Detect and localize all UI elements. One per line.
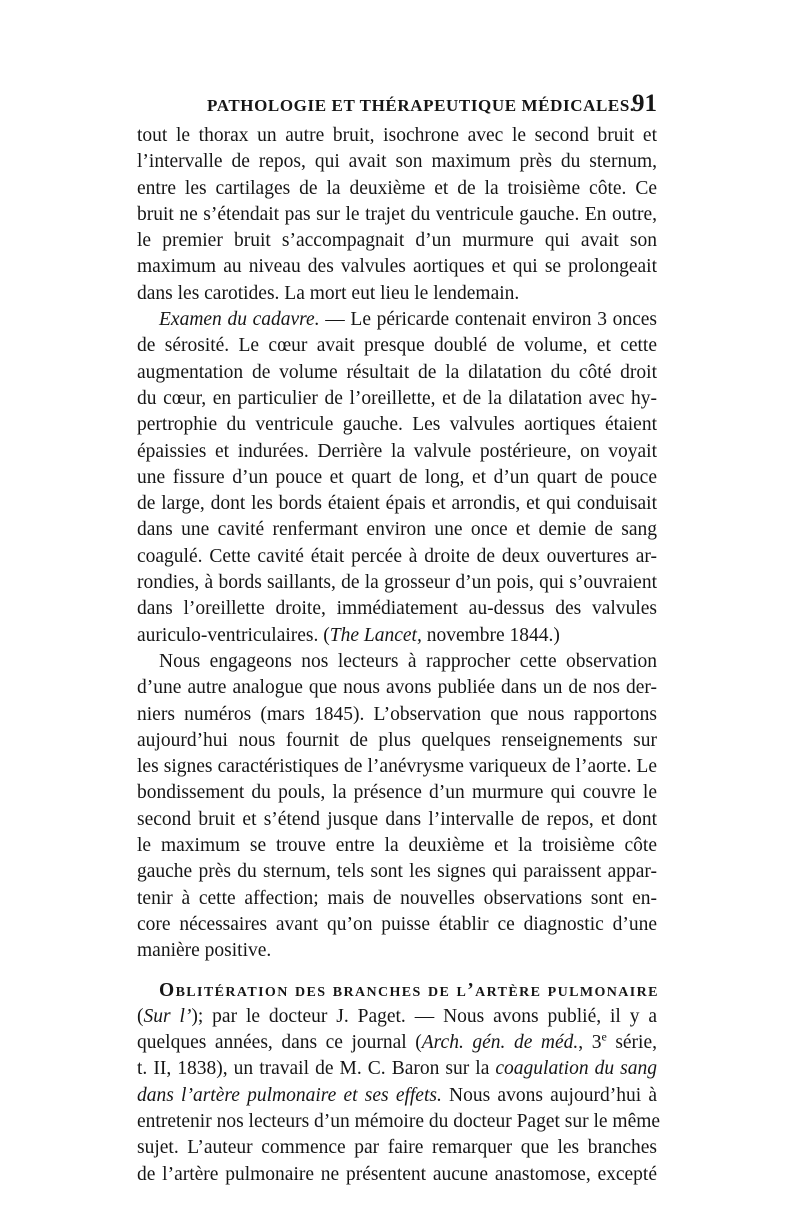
citation-title: coagulation du sang xyxy=(495,1058,657,1080)
text-run: quelques années, dans ce journal ( xyxy=(137,1032,422,1054)
text-line: tenir à cette affection; mais de nouvelles observations sont en- xyxy=(137,887,657,909)
text-line: le premier bruit s’accompagnait d’un murmure qui avait son xyxy=(137,230,657,252)
text-line: coagulé. Cette cavité était percée à droite de deux ouvertures ar- xyxy=(137,545,657,567)
text-run: ); par le docteur J. Paget. — Nous avons publié, il y a xyxy=(191,1005,657,1027)
text-run: série, xyxy=(606,1032,657,1054)
text-line: du cœur, en particulier de l’oreillette, et de la dilatation avec hy- xyxy=(137,387,657,409)
text-line: manière positive. xyxy=(137,940,272,962)
section-lead: Examen du cadavre. xyxy=(159,309,320,331)
text-line: bondissement du pouls, la présence d’un murmure qui couvre le xyxy=(137,782,657,804)
text-line: Nous engageons nos lecteurs à rapprocher cette observation xyxy=(159,650,657,672)
text-run-italic: Sur l’ xyxy=(143,1005,192,1027)
text-line: d’une autre analogue que nous avons publiée dans un de nos der- xyxy=(137,677,657,699)
text-line: de sérosité. Le cœur avait presque doublé de volume, et cette xyxy=(137,335,657,357)
text-line: de l’artère pulmonaire ne présentent aucune anastomose, excepté xyxy=(137,1163,657,1185)
text-line: dans les carotides. La mort eut lieu le lendemain. xyxy=(137,282,520,304)
text-line xyxy=(137,307,657,333)
text-line xyxy=(137,978,657,1004)
section-heading: Oblitération des branches de l’artère pulmonaire xyxy=(159,979,659,1001)
text-line xyxy=(137,1030,657,1056)
text-line: épaissies et indurées. Derrière la valvule postérieure, on voyait xyxy=(137,440,657,462)
text-line: rondies, à bords saillants, de la grosseur d’un pois, qui s’ouvraient xyxy=(137,572,657,594)
text-line: dans l’oreillette droite, immédiatement au-dessus des valvules xyxy=(137,598,657,620)
text-line xyxy=(137,623,657,649)
page-number: 91 xyxy=(632,90,657,117)
text-line: gauche près du sternum, tels sont les signes qui paraissent appar- xyxy=(137,861,657,883)
text-line: core nécessaires avant qu’on puisse établir ce diagnostic d’une xyxy=(137,913,657,935)
text-line: le maximum se trouve entre la deuxième et la troisième côte xyxy=(137,835,657,857)
text-line: pertrophie du ventricule gauche. Les valvules aortiques étaient xyxy=(137,414,657,436)
citation-title: Arch. gén. de méd. xyxy=(421,1032,579,1054)
text-line xyxy=(137,1056,657,1082)
text-line: niers numéros (mars 1845). L’observation que nous rapportons xyxy=(137,703,657,725)
text-run: ( xyxy=(137,1005,144,1027)
text-run: , 3 xyxy=(578,1032,602,1054)
text-line: entretenir nos lecteurs d’un mémoire du docteur Paget sur le même xyxy=(137,1110,661,1132)
text-line: une fissure d’un pouce et quart de long, et d’un quart de pouce xyxy=(137,466,657,488)
text-line: de large, dont les bords étaient épais et arrondis, et qui conduisait xyxy=(137,493,657,515)
text-line: second bruit et s’étend jusque dans l’intervalle de repos, et dont xyxy=(137,808,657,830)
paragraph-2 xyxy=(137,307,657,649)
text-run: Nous avons aujourd’hui à xyxy=(441,1084,657,1106)
text-line: l’intervalle de repos, qui avait son maximum près du sternum, xyxy=(137,151,657,173)
text-line xyxy=(137,1083,657,1109)
text-line: les signes caractéristiques de l’anévrysme variqueux de l’aorte. Le xyxy=(137,756,657,778)
citation-title: dans l’artère pulmonaire et ses effets. xyxy=(137,1084,442,1106)
paragraph-3 xyxy=(137,649,657,965)
citation-title: The Lancet, xyxy=(329,624,422,646)
text-line: dans une cavité renfermant environ une once et demie de sang xyxy=(137,519,657,541)
paragraph-4 xyxy=(137,978,661,1188)
text-line: maximum au niveau des valvules aortiques et qui se prolongeait xyxy=(137,256,657,278)
paragraph-1 xyxy=(137,123,657,307)
text-line xyxy=(137,1004,657,1030)
running-head: PATHOLOGIE ET THÉRAPEUTIQUE MÉDICALES. xyxy=(207,96,635,115)
section-gap xyxy=(137,965,657,978)
body-text xyxy=(137,123,661,1188)
text-run: auriculo-ventriculaires. ( xyxy=(137,624,330,646)
text-run: — Le péricarde contenait environ 3 onces xyxy=(319,309,657,331)
text-line: augmentation de volume résultait de la dilatation du côté droit xyxy=(137,361,657,383)
page-header xyxy=(137,92,657,122)
text-line: tout le thorax un autre bruit, isochrone avec le second bruit et xyxy=(137,125,657,146)
text-run: t. II, 1838), un travail de M. C. Baron sur la xyxy=(137,1058,496,1080)
text-line: aujourd’hui nous fournit de plus quelques renseignements sur xyxy=(137,729,657,751)
text-line: sujet. L’auteur commence par faire remarquer que les branches xyxy=(137,1137,657,1159)
superscript: e xyxy=(601,1029,607,1044)
text-run: novembre 1844.) xyxy=(421,624,560,646)
text-line: bruit ne s’étendait pas sur le trajet du ventricule gauche. En outre, xyxy=(137,203,657,225)
text-line: entre les cartilages de la deuxième et de la troisième côte. Ce xyxy=(137,177,657,199)
